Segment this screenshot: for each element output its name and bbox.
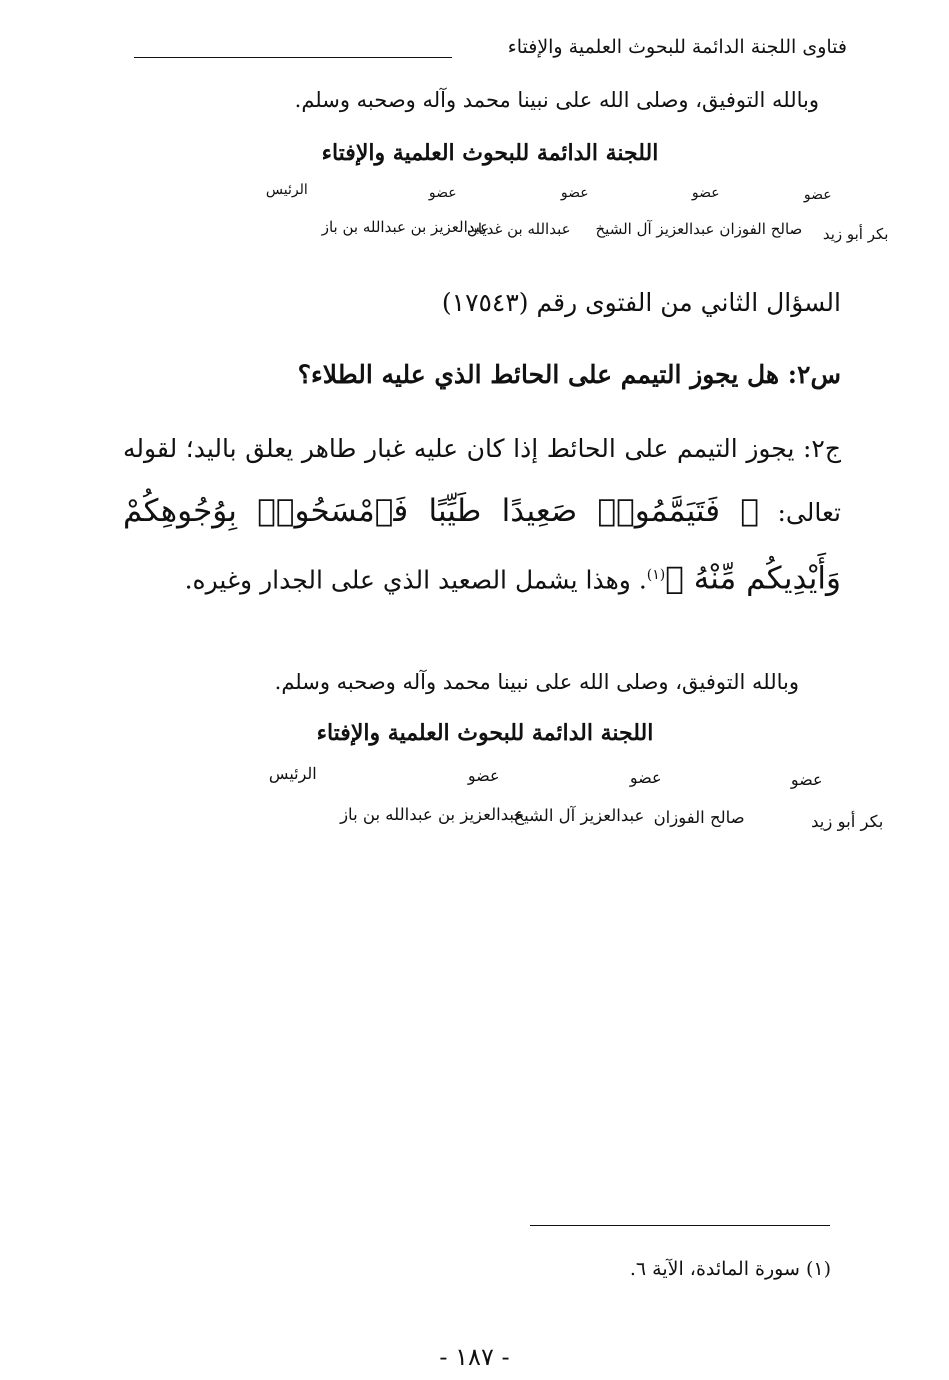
signatory-name: صالح الفوزان [719,220,803,238]
closing-formula-1: وبالله التوفيق، وصلى الله على نبينا محمد وآله وصحبه وسلم. [294,88,819,112]
answer-conclusion: . وهذا يشمل الصعيد الذي على الجدار وغيره. [184,565,647,595]
footnote: (١) سورة المائدة، الآية ٦. [629,1258,831,1280]
signatory-role: عضو [560,185,589,201]
signatory-name: عبدالعزيز آل الشيخ [595,220,715,238]
signatory-name: عبدالعزيز بن عبدالله بن باز [321,218,490,236]
running-header: فتاوى اللجنة الدائمة للبحوث العلمية والإفتاء [507,36,847,58]
committee-name-1: اللجنة الدائمة للبحوث العلمية والإفتاء [321,140,659,166]
signatory-name: عبدالعزيز بن عبدالله بن باز [340,805,525,824]
signatory-role: عضو [691,185,720,201]
footnote-reference: (١) [646,567,666,583]
signatory-role: الرئيس [265,182,308,198]
signatory-role: عضو [428,185,457,201]
signatory-name: بكر أبو زيد [822,225,889,243]
signatory-name: بكر أبو زيد [811,812,884,831]
signatory-role: الرئيس [268,764,317,783]
closing-formula-2: وبالله التوفيق، وصلى الله على نبينا محمد وآله وصحبه وسلم. [274,670,799,694]
question: س٢: هل يجوز التيمم على الحائط الذي عليه الطلاء؟ [297,360,841,389]
page-number: - ١٨٧ - [439,1343,510,1371]
signatory-name: عبدالله بن غديان [466,220,571,238]
fatwa-reference: السؤال الثاني من الفتوى رقم (١٧٥٤٣) [441,288,841,317]
signatory-role: عضو [803,187,832,203]
signatory-role: عضو [467,766,500,785]
answer-intro: ج٢: يجوز التيمم على الحائط إذا كان عليه غبار طاهر يعلق باليد؛ لقوله تعالى: [123,434,841,527]
quran-verse: ﴿ فَتَيَمَّمُوا۟ صَعِيدًا طَيِّبًا فَٱمْسَحُوا۟ بِوُجُوهِكُمْ وَأَيْدِيكُم مِّنْهُ ﴾ [123,493,841,597]
committee-name-2: اللجنة الدائمة للبحوث العلمية والإفتاء [316,720,654,746]
signatory-name: صالح الفوزان [653,808,745,827]
signatory-name: عبدالعزيز آل الشيخ [513,806,645,825]
signatory-role: عضو [629,768,662,787]
footnote-rule [530,1225,830,1226]
signatory-role: عضو [790,770,823,789]
